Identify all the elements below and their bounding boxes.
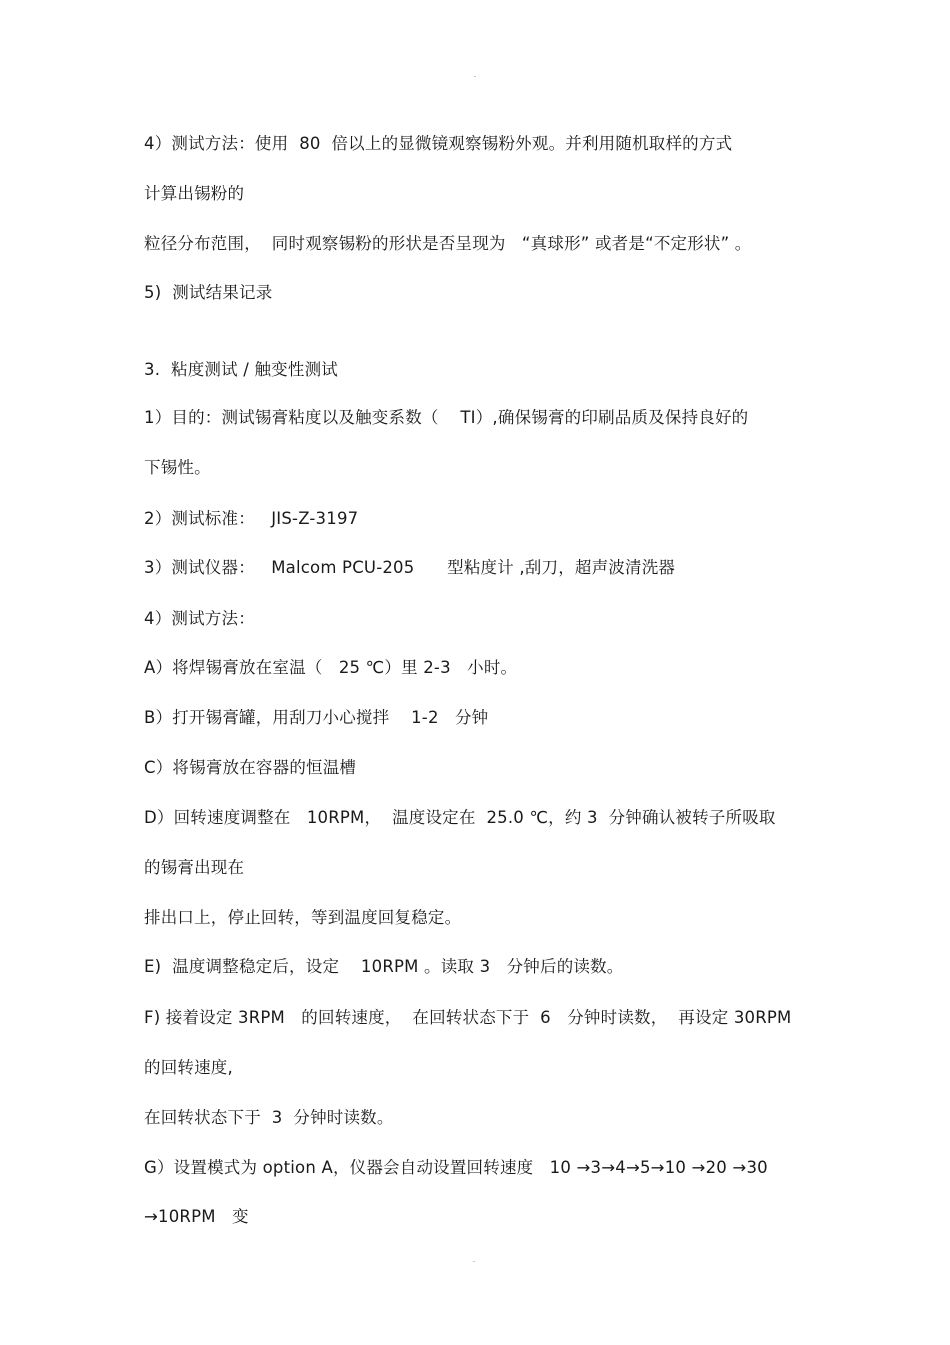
text-line-step-d-cont2: 排出口上，停止回转，等到温度回复稳定。 — [144, 908, 462, 927]
text-line-method-heading: 4）测试方法： — [144, 609, 255, 628]
text-line-step-f-cont1: 的回转速度, — [144, 1058, 233, 1077]
text-line-result-record: 5) 测试结果记录 — [144, 283, 273, 302]
text-line-step-d-cont1: 的锡膏出现在 — [144, 858, 245, 877]
text-line-step-c: C）将锡膏放在容器的恒温槽 — [144, 758, 357, 777]
page-bottom-mark — [473, 1261, 475, 1262]
text-line-step-g-cont: →10RPM 变 — [144, 1207, 249, 1226]
text-line-purpose-cont: 下锡性。 — [144, 458, 211, 477]
section-heading-viscosity: 3. 粘度测试 / 触变性测试 — [144, 360, 338, 379]
text-line-step-e: E) 温度调整稳定后，设定 10RPM 。读取 3 分钟后的读数。 — [144, 957, 624, 976]
text-line-step-f-cont2: 在回转状态下于 3 分钟时读数。 — [144, 1108, 394, 1127]
text-line-step-b: B）打开锡膏罐，用刮刀小心搅拌 1-2 分钟 — [144, 708, 489, 727]
text-line-step-d: D）回转速度调整在 10RPM， 温度设定在 25.0 ℃，约 3 分钟确认被转子所吸取 — [144, 808, 776, 827]
text-line-step-f: F) 接着设定 3RPM 的回转速度， 在回转状态下于 6 分钟时读数， 再设定 30RPM — [144, 1008, 792, 1027]
text-line-step-g: G）设置模式为 option A，仪器会自动设置回转速度 10 →3→4→5→10 →20 →30 — [144, 1158, 768, 1177]
text-line-size-distribution: 粒径分布范围， 同时观察锡粉的形状是否呈现为 “真球形” 或者是“不定形状” 。 — [144, 234, 752, 253]
text-line-step-a: A）将焊锡膏放在室温（ 25 ℃）里 2-3 小时。 — [144, 658, 518, 677]
text-line-calc-powder: 计算出锡粉的 — [144, 184, 245, 203]
text-line-standard: 2）测试标准： JIS-Z-3197 — [144, 509, 359, 528]
text-line-instrument: 3）测试仪器： Malcom PCU-205 型粘度计 ,刮刀，超声波清洗器 — [144, 558, 676, 577]
text-line-test-method-4: 4）测试方法：使用 80 倍以上的显微镜观察锡粉外观。并利用随机取样的方式 — [144, 134, 733, 153]
text-line-purpose: 1）目的：测试锡膏粘度以及触变系数（ TI）,确保锡膏的印刷品质及保持良好的 — [144, 408, 749, 427]
page-top-mark — [474, 76, 476, 77]
